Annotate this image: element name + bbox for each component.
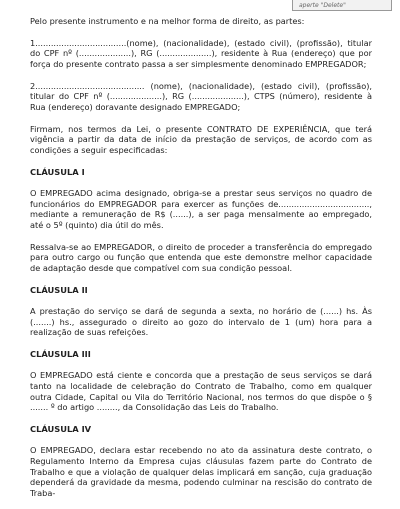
clause-1-paragraph-2: Ressalva-se ao EMPREGADOR, o direito de proceder a transferência do empregado para outro cargo ou função que entenda que este demonstre melhor capacidade de adaptação desde que compatível com sua condição pessoal. — [30, 241, 372, 273]
clause-4-title: CLÁUSULA IV — [30, 423, 92, 434]
intro-paragraph: Pelo presente instrumento e na melhor forma de direito, as partes: — [30, 16, 305, 26]
clause-3-title: CLÁUSULA III — [30, 348, 91, 359]
clause-2-paragraph-1: A prestação do serviço se dará de segunda a sexta, no horário de (......) hs. Às (.......) hs., assegurado o direito ao gozo do intervalo de 1 (um) hora para a realização de suas refeições. — [30, 306, 372, 338]
clause-3-paragraph-1: O EMPREGADO está ciente e concorda que a prestação de seus serviços se dará tanto na localidade de celebração do Contrato de Trabalho, como em qualquer outra Cidade, Capital ou Vila do Território Nacional, nos termos do que dispõe o § ....... º do artigo ........, da Consolidação das Leis do Trabalho. — [30, 370, 372, 413]
clause-1-title: CLÁUSULA I — [30, 166, 85, 177]
clause-4-paragraph-1: O EMPREGADO, declara estar recebendo no ato da assinatura deste contrato, o Regulamento Interno da Empresa cujas cláusulas fazem parte do Contrato de Trabalho e que a violação de qualquer delas implicará em sanção, cuja graduação dependerá da gravidade da mesma, podendo culminar na rescisão do contrato de Traba- — [30, 445, 372, 498]
party-2-paragraph: 2.......................................... (nome), (nacionalidade), (estado civil), (profissão), titular do CPF nº (....................), RG (....................), CTPS (número), residente à Rua (endereço) doravante designado EMPREGADO; — [30, 80, 372, 112]
preamble-paragraph: Firmam, nos termos da Lei, o presente CONTRATO DE EXPERIÊNCIA, que terá vigência a partir da data de início da prestação de serviços, de acordo com as condições a seguir especificadas: — [30, 123, 372, 155]
delete-hint-note: aperte "Delete" — [292, 0, 392, 11]
party-1-paragraph: 1...................................(nome), (nacionalidade), (estado civil), (profissão), titular do CPF nº (....................), RG (....................), residente à Rua (endereço) que por força do presente contrato passa a ser simplesmente denominado EMPREGADOR; — [30, 37, 372, 69]
clause-1-paragraph-1: O EMPREGADO acima designado, obriga-se a prestar seus serviços no quadro de funcionários do EMPREGADOR para exercer as funções de..................................., mediante a remuneração de R$ (......), a ser paga mensalmente ao empregado, até o 5º (quinto) dia útil do mês. — [30, 188, 372, 230]
contract-body — [30, 16, 372, 509]
clause-2-title: CLÁUSULA II — [30, 284, 88, 295]
